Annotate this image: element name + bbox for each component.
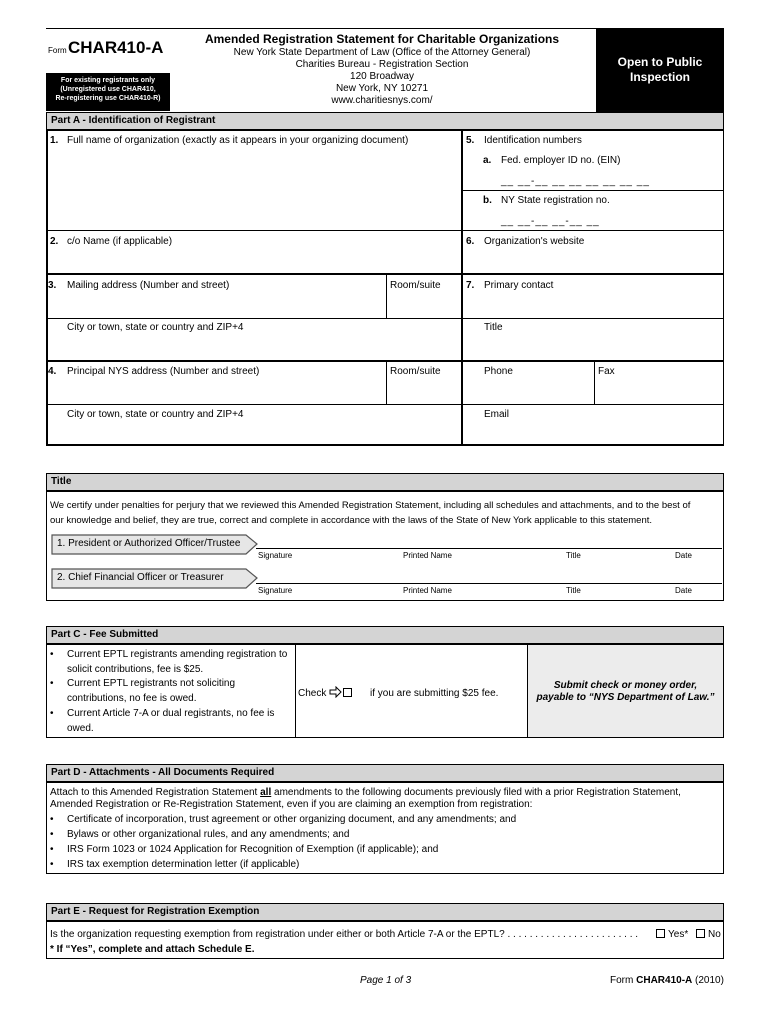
field2-number: 2. — [50, 236, 59, 247]
intro-post: amendments to the following documents previously filed with a prior Registration Statement, — [271, 787, 681, 798]
check-suffix: if you are submitting $25 fee. — [370, 688, 499, 699]
field6-number: 6. — [466, 236, 475, 247]
fee-bullet-2b: contributions, no fee is owed. — [67, 693, 197, 704]
field5-number: 5. — [466, 135, 475, 146]
part-e-title: Part E - Request for Registration Exemption — [46, 903, 724, 921]
org-name-field[interactable] — [48, 148, 460, 230]
field1-label: Full name of organization (exactly as it appears in your organizing document) — [67, 135, 409, 146]
room-suite-divider-2 — [386, 362, 387, 404]
yes-label: Yes* — [668, 929, 689, 940]
email-label: Email — [484, 409, 510, 420]
signer1-date-caption: Date — [675, 551, 692, 560]
field5a-divider — [461, 190, 724, 191]
arrow-right-icon — [329, 686, 343, 698]
form-code: CHAR410-A — [68, 38, 164, 57]
payment-instructions — [528, 680, 723, 704]
phone-label: Phone — [484, 366, 513, 377]
row2-divider — [46, 273, 724, 275]
certification-text-2: our knowledge and belief, they are true, correct and complete in accordance with the laws of the State of New York applicable to this statement. — [50, 515, 653, 526]
public-line-1: Open to Public — [617, 55, 703, 69]
signer2-signature-line[interactable] — [256, 583, 722, 584]
signer2-signature-caption: Signature — [258, 586, 293, 595]
field3-number: 3. — [48, 280, 57, 291]
intro-all: all — [260, 787, 272, 798]
signer2-date-caption: Date — [675, 586, 692, 595]
field1-number: 1. — [50, 135, 59, 146]
address-line-5: www.charitiesnys.com/ — [331, 95, 433, 106]
public-line-2: Inspection — [629, 70, 690, 84]
yes-checkbox[interactable] — [656, 929, 665, 938]
address-line-1: New York State Department of Law (Office of the Attorney General) — [233, 47, 531, 58]
principal-city-label: City or town, state or country and ZIP+4 — [67, 409, 244, 420]
part-a-bottom-edge — [46, 444, 724, 446]
part-c-title: Part C - Fee Submitted — [46, 626, 724, 644]
address-line-2: Charities Bureau - Registration Section — [295, 59, 469, 70]
signer2-title-caption: Title — [566, 586, 581, 595]
signer2-label: 2. Chief Financial Officer or Treasurer — [57, 572, 224, 583]
mailing-city-label: City or town, state or country and ZIP+4 — [67, 322, 244, 333]
fee-bullet-1a: Current EPTL registrants amending registration to — [67, 649, 288, 660]
no-checkbox[interactable] — [696, 929, 705, 938]
check-label: Check — [298, 688, 327, 699]
doc-bullet-1-marker: • — [50, 814, 54, 825]
signer1-signature-line[interactable] — [256, 548, 722, 549]
note-line-1: For existing registrants only — [60, 77, 156, 84]
field4-number: 4. — [48, 366, 57, 377]
part-a-title: Part A - Identification of Registrant — [46, 112, 724, 130]
form-prefix: Form — [48, 46, 67, 55]
signer1-label: 1. President or Authorized Officer/Trustee — [57, 538, 241, 549]
footer-form-id — [610, 975, 724, 986]
exemption-question: Is the organization requesting exemption from registration under either or both Article 7-A or the EPTL? . . . . . . . . . . . . . . . . . . . . . . . . — [50, 929, 639, 940]
existing-registrants-note — [46, 73, 170, 111]
attachments-intro-1 — [50, 787, 681, 798]
field5a-letter: a. — [483, 155, 492, 166]
note-line-3: Re-registering use CHAR410-R) — [55, 95, 161, 102]
doc-item-2: Bylaws or other organizational rules, and any amendments; and — [67, 829, 350, 840]
fee-bullet-3a: Current Article 7-A or dual registrants, no fee is — [67, 708, 275, 719]
field7-number: 7. — [466, 280, 475, 291]
row3-divider — [46, 360, 724, 362]
payment-line-2: payable to “NYS Department of Law.” — [536, 692, 715, 703]
field7-label: Primary contact — [484, 280, 554, 291]
footer-form-prefix: Form — [610, 975, 634, 986]
doc-bullet-3-marker: • — [50, 844, 54, 855]
phone-fax-divider — [594, 362, 595, 404]
schedule-e-note: * If “Yes”, complete and attach Schedule E. — [50, 944, 255, 955]
page-number: Page 1 of 3 — [360, 975, 412, 986]
mailing-divider — [46, 318, 462, 319]
field6-label: Organization's website — [484, 236, 585, 247]
part-a-divider — [461, 130, 463, 446]
row4-divider — [46, 404, 724, 405]
doc-item-4: IRS tax exemption determination letter (if applicable) — [67, 859, 300, 870]
footer-form-code: CHAR410-A — [636, 975, 693, 986]
doc-item-3: IRS Form 1023 or 1024 Application for Recognition of Exemption (if applicable); and — [67, 844, 439, 855]
header-center — [180, 32, 584, 107]
signer2-tag — [50, 566, 260, 590]
row1-divider — [46, 230, 724, 231]
field5a-label: Fed. employer ID no. (EIN) — [501, 155, 621, 166]
doc-bullet-4-marker: • — [50, 859, 54, 870]
note-line-2: (Unregistered use CHAR410, — [60, 86, 156, 93]
contact-title-label: Title — [484, 322, 503, 333]
room-suite-divider-1 — [386, 275, 387, 318]
doc-item-1: Certificate of incorporation, trust agreement or other organizing document, and any amendments; and — [67, 814, 517, 825]
nys-registration-input[interactable]: __ __-__ __-__ __ — [501, 216, 600, 227]
part-d-title: Part D - Attachments - All Documents Required — [46, 764, 724, 782]
address-line-4: New York, NY 10271 — [335, 83, 429, 94]
public-inspection-box — [596, 28, 724, 112]
fee-bullet-3b: owed. — [67, 723, 94, 734]
fee-checkbox[interactable] — [343, 688, 352, 697]
field4-label: Principal NYS address (Number and street) — [67, 366, 260, 377]
co-name-field[interactable] — [48, 250, 460, 272]
fee-bullet-1-marker: • — [50, 649, 54, 660]
website-field[interactable] — [463, 250, 723, 272]
certification-text-1: We certify under penalties for perjury that we reviewed this Amended Registration Statement, including all schedules and attachments, and to the best of — [50, 500, 691, 511]
field5-label: Identification numbers — [484, 135, 582, 146]
part-c-divider-1 — [295, 644, 296, 738]
attachments-intro-2: Amended Registration or Re-Registration Statement, even if you are claiming an exemption from registration: — [50, 799, 533, 810]
room-suite-label-1: Room/suite — [390, 280, 441, 291]
part-b-title: Title — [46, 473, 724, 491]
fee-bullet-2a: Current EPTL registrants not soliciting — [67, 678, 236, 689]
signer2-printed-name-caption: Printed Name — [403, 586, 452, 595]
field3-label: Mailing address (Number and street) — [67, 280, 230, 291]
signer1-printed-name-caption: Printed Name — [403, 551, 452, 560]
fee-bullet-1b: solicit contributions, fee is $25. — [67, 664, 204, 675]
field5b-letter: b. — [483, 195, 492, 206]
ein-input[interactable]: __ __-__ __ __ __ __ __ __ — [501, 176, 650, 187]
form-title: Amended Registration Statement for Charitable Organizations — [204, 32, 560, 46]
fee-bullet-2-marker: • — [50, 678, 54, 689]
address-line-3: 120 Broadway — [350, 71, 414, 82]
signer1-signature-caption: Signature — [258, 551, 293, 560]
doc-bullet-2-marker: • — [50, 829, 54, 840]
contact-divider — [461, 318, 724, 319]
fax-label: Fax — [598, 366, 615, 377]
field2-label: c/o Name (if applicable) — [67, 236, 173, 247]
payment-line-1: Submit check or money order, — [553, 680, 698, 691]
intro-pre: Attach to this Amended Registration Statement — [50, 787, 261, 798]
footer-year: (2010) — [695, 975, 724, 986]
field5b-label: NY State registration no. — [501, 195, 610, 206]
signer1-title-caption: Title — [566, 551, 581, 560]
signer1-tag — [50, 532, 260, 556]
fee-bullet-3-marker: • — [50, 708, 54, 719]
no-label: No — [708, 929, 721, 940]
room-suite-label-2: Room/suite — [390, 366, 441, 377]
